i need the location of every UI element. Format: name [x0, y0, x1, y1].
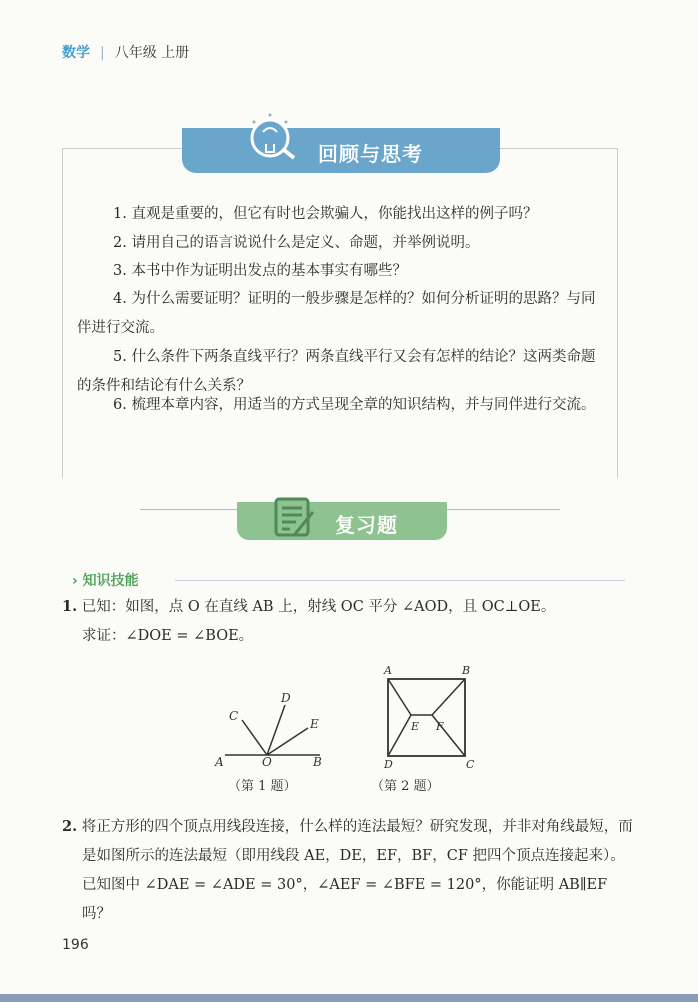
grade-label: 八年级 上册 — [114, 45, 190, 61]
problem-text: 已知：如图，点 O 在直线 AB 上，射线 OC 平分 ∠AOD，且 OC⊥OE。 — [81, 599, 556, 615]
problem-2 — [62, 812, 634, 929]
subject-label: 数学 — [62, 45, 90, 61]
figure-caption: （第 1 题） — [228, 779, 297, 794]
point-label: B — [313, 755, 322, 769]
subsection-title: 知识技能 — [82, 573, 139, 589]
review-question: 3. 本书中作为证明出发点的基本事实有哪些？ — [113, 263, 407, 279]
point-label: A — [384, 664, 392, 677]
point-label: D — [384, 758, 393, 771]
point-label: C — [229, 709, 239, 723]
review-question: 4. 为什么需要证明？证明的一般步骤是怎样的？如何分析证明的思路？与同伴进行交流。 — [77, 291, 596, 336]
point-label: D — [281, 691, 291, 705]
problem-number: 2. — [62, 818, 78, 835]
scan-edge — [0, 994, 698, 1002]
lightbulb-icon — [244, 112, 306, 170]
running-header — [62, 42, 189, 62]
review-question: 6. 梳理本章内容，用适当的方式呈现全章的知识结构，并与同伴进行交流。 — [113, 397, 596, 413]
review-question: 2. 请用自己的语言说说什么是定义、命题，并举例说明。 — [113, 235, 480, 251]
figure-1 — [205, 660, 345, 770]
point-label: E — [411, 720, 420, 733]
point-label: A — [215, 755, 224, 769]
review-question: 5. 什么条件下两条直线平行？两条直线平行又会有怎样的结论？这两类命题的条件和结论有什么关系？ — [77, 349, 596, 394]
subsection-heading: › 知识技能 — [72, 573, 139, 589]
header-separator: | — [100, 45, 105, 61]
subsection-rule — [175, 580, 625, 581]
point-label: B — [462, 664, 471, 677]
review-title: 回顾与思考 — [318, 142, 423, 166]
page-number: 196 — [62, 937, 89, 953]
exercise-banner — [237, 502, 447, 540]
point-label: C — [466, 758, 475, 771]
problem-text: 将正方形的四个顶点用线段连接，什么样的连法最短？研究发现，并非对角线最短，而是如图所示的连法最短（即用线段 AE，DE，EF，BF，CF 把四个顶点连接起来）。已知图中 ∠DAE = ∠ADE = 30°，∠AEF = ∠BFE = 120°，你能证明 AB∥EF 吗？ — [81, 819, 633, 922]
figure-2 — [378, 662, 488, 772]
point-label: O — [262, 755, 272, 769]
review-banner — [182, 128, 500, 173]
figure-caption: （第 2 题） — [371, 779, 440, 794]
problem-1 — [62, 592, 642, 651]
review-question: 1. 直观是重要的，但它有时也会欺骗人，你能找出这样的例子吗？ — [113, 206, 538, 222]
problem-number: 1. — [62, 598, 78, 615]
notepad-pen-icon — [273, 496, 317, 540]
point-label: F — [436, 720, 444, 733]
exercise-title: 复习题 — [335, 513, 398, 537]
point-label: E — [310, 717, 319, 731]
problem-text: 求证：∠DOE = ∠BOE。 — [82, 628, 254, 644]
